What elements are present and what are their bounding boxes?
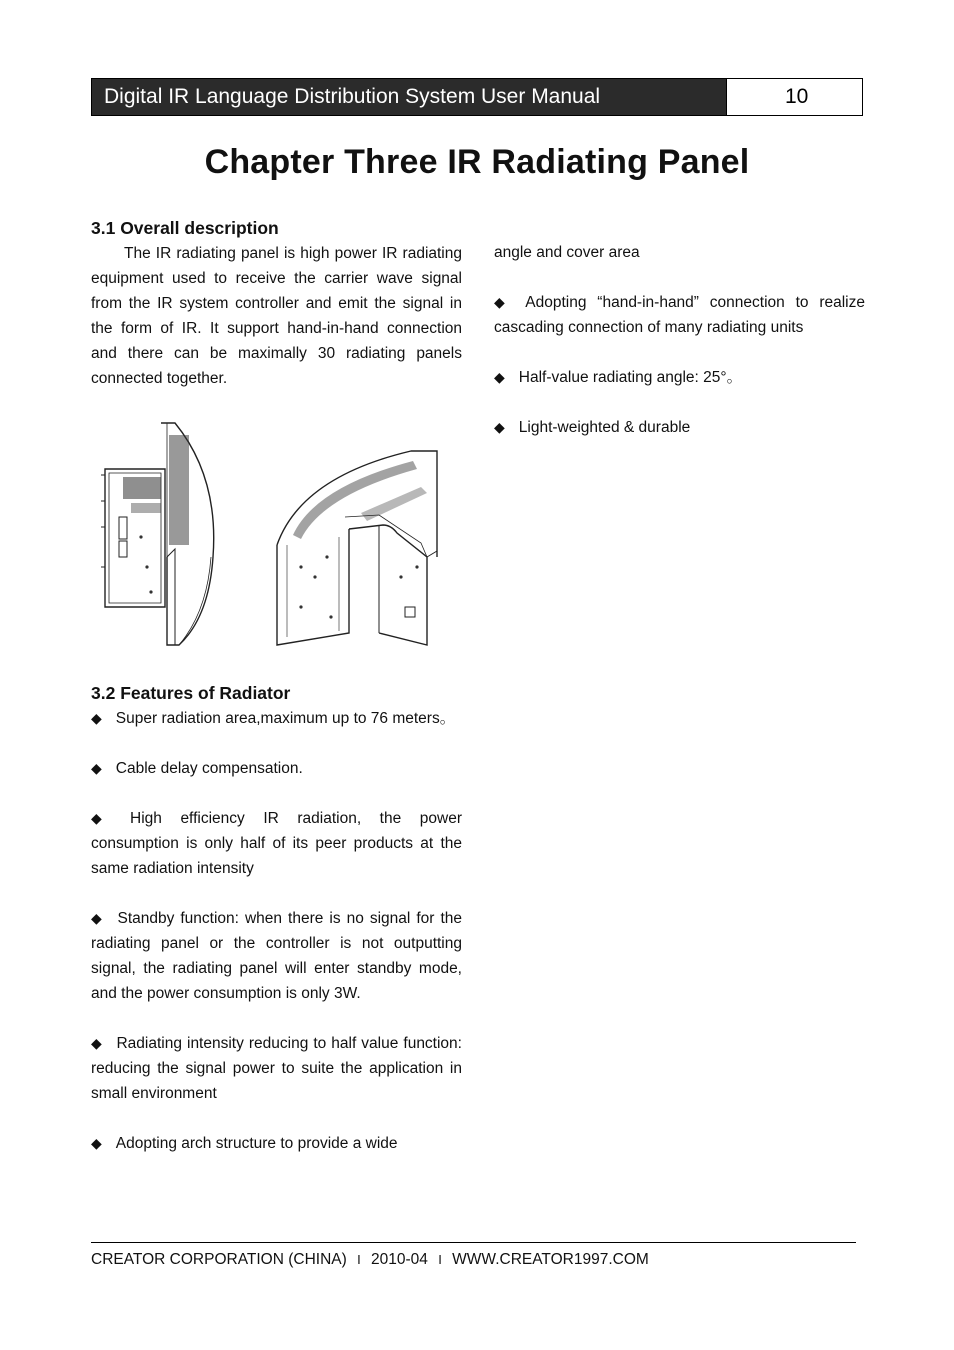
header-page-number: 10 xyxy=(726,79,862,115)
bullet-diamond-icon: ◆ xyxy=(494,294,512,310)
radiating-panel-illustration xyxy=(101,417,461,652)
bullet-diamond-icon: ◆ xyxy=(91,810,117,826)
feature-item: ◆ Radiating intensity reducing to half value function: reducing the signal power to suite the application in small environment xyxy=(91,1035,462,1102)
footer-separator: I xyxy=(357,1252,361,1267)
footer-website: WWW.CREATOR1997.COM xyxy=(452,1251,649,1268)
bullet-diamond-icon: ◆ xyxy=(91,1035,103,1051)
section-heading-features: 3.2 Features of Radiator xyxy=(91,683,291,703)
section-heading-overall: 3.1 Overall description xyxy=(91,218,279,238)
footer-divider xyxy=(91,1242,856,1243)
feature-item: ◆ Super radiation area,maximum up to 76 meters。 xyxy=(91,710,456,727)
footer-separator: I xyxy=(438,1252,442,1267)
footer-date: 2010-04 xyxy=(371,1251,428,1268)
feature-item: ◆ Adopting arch structure to provide a wide xyxy=(91,1135,398,1152)
chapter-title: Chapter Three IR Radiating Panel xyxy=(204,143,750,181)
feature-item: ◆ Half-value radiating angle: 25°。 xyxy=(494,369,743,386)
header-title: Digital IR Language Distribution System User Manual xyxy=(92,79,726,115)
feature-item: ◆ High efficiency IR radiation, the power consumption is only half of its peer products at the same radiation intensity xyxy=(91,810,462,877)
right-column xyxy=(494,240,865,440)
feature-item: ◆ Standby function: when there is no signal for the radiating panel or the controller is not outputting signal, the radiating panel will enter standby mode, and the power consumption is only 3W. xyxy=(91,910,462,1002)
bullet-diamond-icon: ◆ xyxy=(91,710,102,726)
bullet-diamond-icon: ◆ xyxy=(494,419,505,435)
bullet-diamond-icon: ◆ xyxy=(91,910,104,926)
left-column xyxy=(91,215,462,1156)
feature-item: ◆ Light-weighted & durable xyxy=(494,419,691,436)
bullet-diamond-icon: ◆ xyxy=(494,369,505,385)
bullet-diamond-icon: ◆ xyxy=(91,760,102,776)
radiating-panel-figure xyxy=(91,417,462,652)
feature-item: ◆ Adopting “hand-in-hand” connection to realize cascading connection of many radiating units xyxy=(494,294,865,336)
page-header xyxy=(91,78,863,116)
feature-item: ◆ Cable delay compensation. xyxy=(91,760,303,777)
bullet-diamond-icon: ◆ xyxy=(91,1135,102,1151)
page-footer xyxy=(91,1250,649,1270)
overall-description-text: The IR radiating panel is high power IR radiating equipment used to receive the carrier wave signal from the IR system controller and emit the signal in the form of IR. It support hand-in-hand connection and there can be maximally 30 radiating panels connected together. xyxy=(91,245,462,387)
footer-company: CREATOR CORPORATION (CHINA) xyxy=(91,1251,347,1268)
feature-continuation: angle and cover area xyxy=(494,244,640,261)
